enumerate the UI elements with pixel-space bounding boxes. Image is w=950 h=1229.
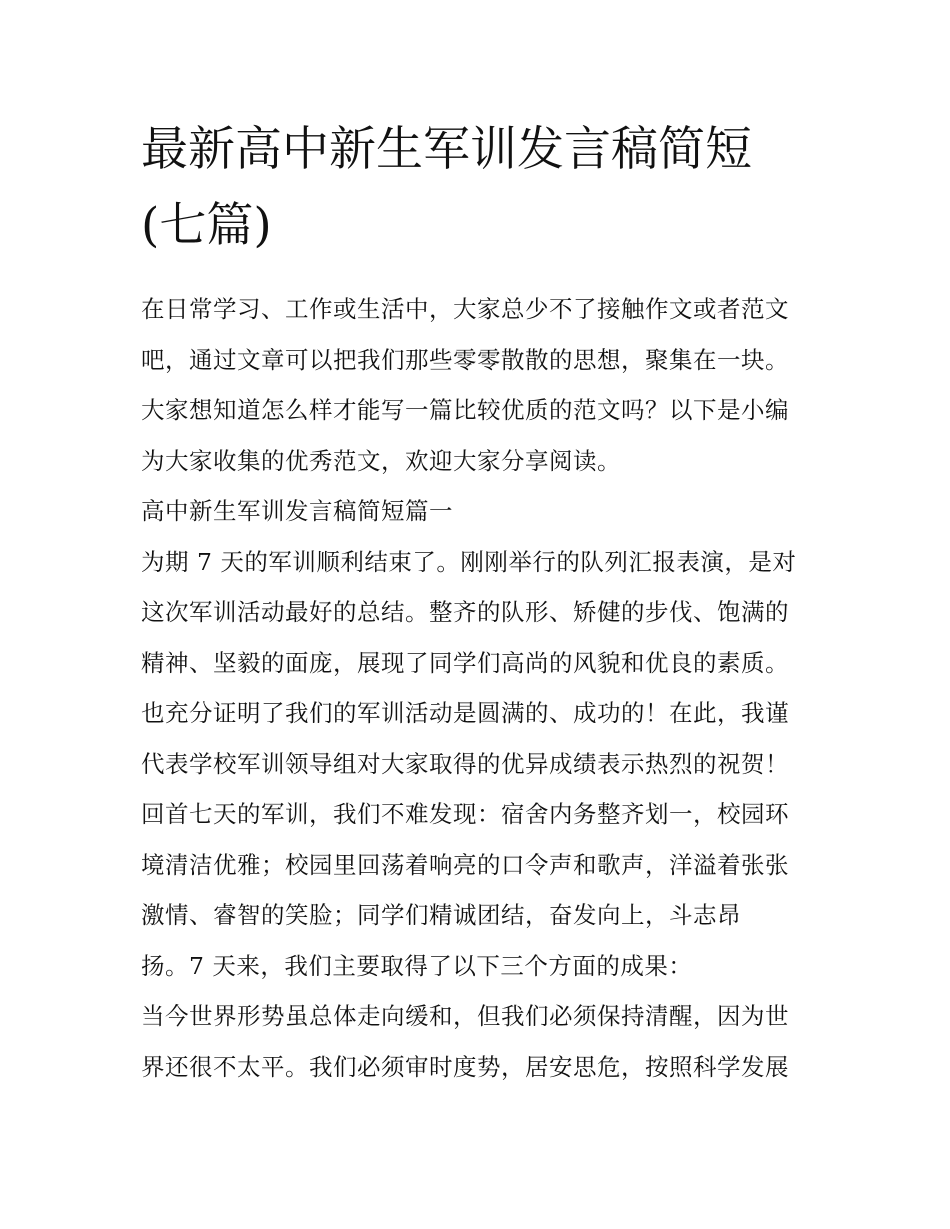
body-line: 这次军训活动最好的总结。整齐的队形、矫健的步伐、饱满的 — [141, 598, 789, 626]
intro-line: 在日常学习、工作或生活中，大家总少不了接触作文或者范文 — [141, 295, 789, 323]
section-heading: 高中新生军训发言稿简短篇一 — [141, 497, 453, 525]
title-line: (七篇) — [141, 198, 272, 253]
body-line: 界还很不太平。我们必须审时度势，居安思危，按照科学发展 — [141, 1052, 789, 1081]
intro-line: 大家想知道怎么样才能写一篇比较优质的范文吗？以下是小编 — [141, 396, 789, 424]
title-line: 最新高中新生军训发言稿简短 — [141, 122, 752, 177]
document-page — [141, 112, 821, 1092]
body-line: 回首七天的军训，我们不难发现：宿舍内务整齐划一，校园环 — [141, 800, 789, 828]
body-line: 当今世界形势虽总体走向缓和，但我们必须保持清醒，因为世 — [141, 1002, 789, 1030]
body-line: 扬。7 天来，我们主要取得了以下三个方面的成果： — [141, 951, 693, 980]
body-line: 为期 7 天的军训顺利结束了。刚刚举行的队列汇报表演，是对 — [141, 547, 797, 576]
body-line: 精神、坚毅的面庞，展现了同学们高尚的风貌和优良的素质。 — [141, 648, 789, 677]
body-line: 激情、睿智的笑脸；同学们精诚团结，奋发向上，斗志昂 — [141, 901, 741, 929]
body-line: 也充分证明了我们的军训活动是圆满的、成功的！在此，我谨 — [141, 699, 789, 727]
body-paragraph — [141, 537, 821, 1093]
document-title — [141, 112, 821, 264]
intro-line: 吧，通过文章可以把我们那些零零散散的思想，聚集在一块。 — [141, 345, 789, 374]
body-line: 境清洁优雅；校园里回荡着响亮的口令声和歌声，洋溢着张张 — [141, 850, 789, 879]
body-line: 代表学校军训领导组对大家取得的优异成绩表示热烈的祝贺！ — [141, 749, 789, 778]
intro-line: 为大家收集的优秀范文，欢迎大家分享阅读。 — [141, 446, 621, 475]
intro-paragraph — [141, 284, 821, 486]
